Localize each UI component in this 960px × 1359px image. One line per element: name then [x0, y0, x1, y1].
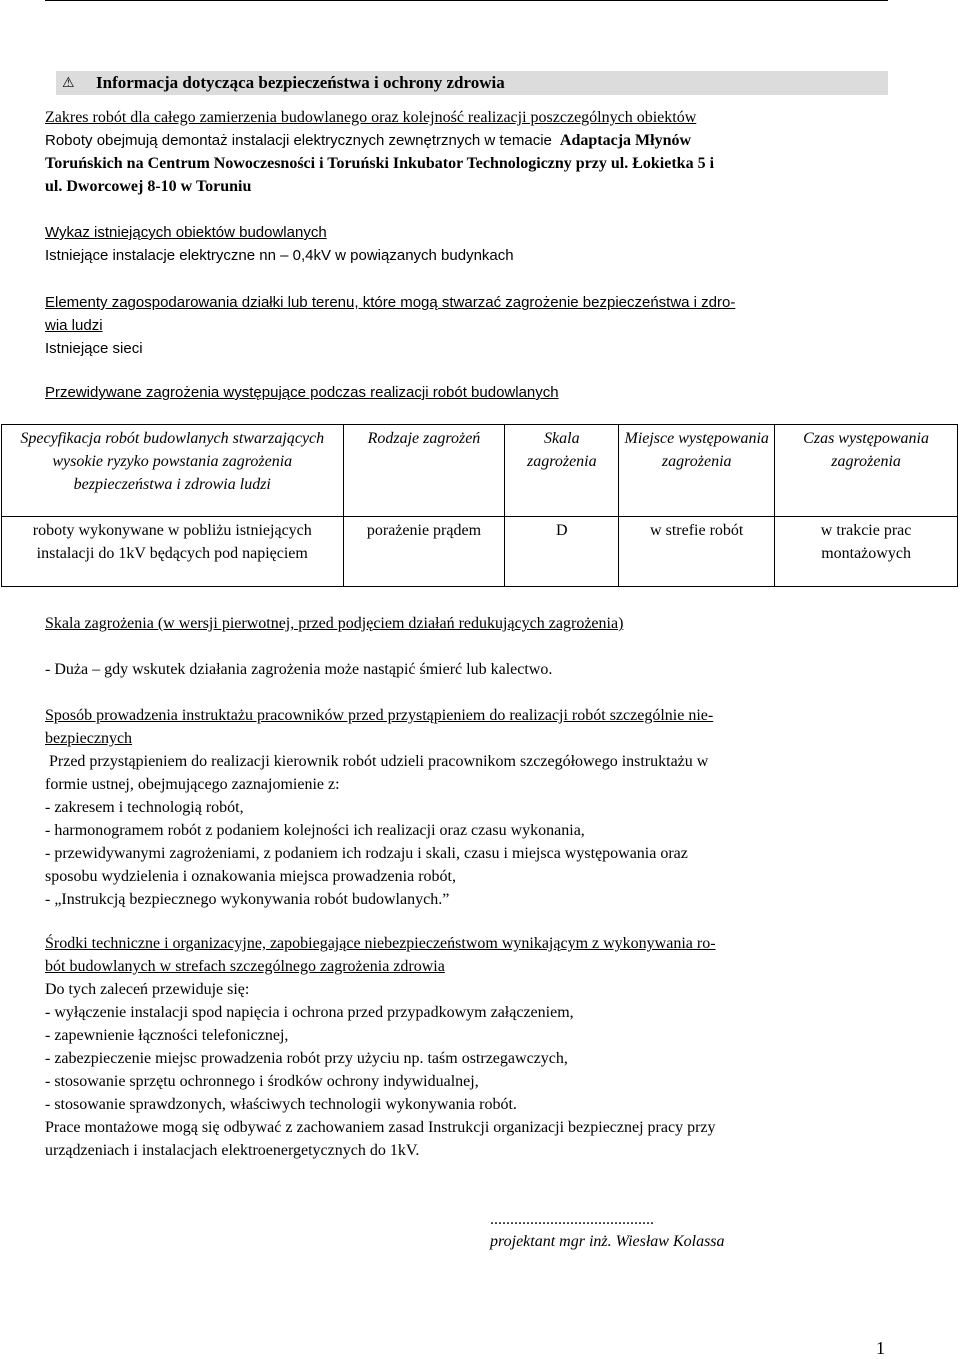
top-rule: [45, 0, 888, 1]
header-cell: Skala zagrożenia: [505, 425, 619, 517]
training-heading-1: Sposób prowadzenia instruktażu pracowników przed przystąpieniem do realizacji robót szczególnie nie-: [45, 707, 714, 724]
table-cell: D: [505, 517, 619, 587]
measures-line: - stosowanie sprzętu ochronnego i środków ochrony indywidualnej,: [45, 1073, 479, 1090]
hazards-heading: Przewidywane zagrożenia występujące podczas realizacji robót budowlanych: [45, 384, 559, 401]
scope-line-1-bold: Adaptacja Młynów: [559, 132, 692, 149]
training-line: - przewidywanymi zagrożeniami, z podaniem ich rodzaju i skali, czasu i miejsca występowania oraz: [45, 845, 688, 862]
header-cell: Specyfikacja robót budowlanych stwarzających wysokie ryzyko powstania zagrożenia bezpieczeństwa i zdrowia ludzi: [2, 425, 344, 517]
signature-dots: .........................................: [490, 1211, 654, 1228]
header-cell: Czas występowania zagrożenia: [775, 425, 958, 517]
measures-line: - stosowanie sprawdzonych, właściwych technologii wykonywania robót.: [45, 1096, 517, 1113]
measures-line: Do tych zaleceń przewiduje się:: [45, 981, 250, 998]
hazards-table: [1, 424, 958, 587]
header-cell: Miejsce występowania zagrożenia: [619, 425, 775, 517]
training-line: Przed przystąpieniem do realizacji kierownik robót udzieli pracownikom szczegółowego instruktażu w: [45, 753, 709, 770]
table-cell: porażenie prądem: [343, 517, 505, 587]
header-cell: Rodzaje zagrożeń: [343, 425, 505, 517]
elements-text: Istniejące sieci: [45, 340, 143, 357]
table-cell: w strefie robót: [619, 517, 775, 587]
scale-heading: Skala zagrożenia (w wersji pierwotnej, przed podjęciem działań redukujących zagrożenia): [45, 615, 624, 632]
measures-heading-2: bót budowlanych w strefach szczególnego zagrożenia zdrowia: [45, 958, 445, 975]
elements-heading-1: Elementy zagospodarowania działki lub terenu, które mogą stwarzać zagrożenie bezpieczeństwa i zdro-: [45, 294, 736, 311]
existing-text: Istniejące instalacje elektryczne nn – 0,4kV w powiązanych budynkach: [45, 247, 514, 264]
scope-line-1-text: Roboty obejmują demontaż instalacji elektrycznych zewnętrznych w temacie: [45, 132, 552, 149]
table-row: [2, 517, 958, 587]
scope-line-2: Toruńskich na Centrum Nowoczesności i Toruński Inkubator Technologiczny przy ul. Łokietka 5 i: [45, 155, 715, 172]
signature-name: projektant mgr inż. Wiesław Kolassa: [490, 1233, 725, 1250]
training-line: formie ustnej, obejmującego zaznajomienie z:: [45, 776, 340, 793]
section-title: Informacja dotycząca bezpieczeństwa i ochrony zdrowia: [96, 73, 505, 92]
table-cell: roboty wykonywane w pobliżu istniejących instalacji do 1kV będących pod napięciem: [2, 517, 344, 587]
table-header-row: [2, 425, 958, 517]
measures-line: - wyłączenie instalacji spod napięcia i ochrona przed przypadkowym załączeniem,: [45, 1004, 574, 1021]
section-header: [56, 71, 888, 95]
training-line: sposobu wydzielenia i oznakowania miejsca prowadzenia robót,: [45, 868, 456, 885]
measures-heading-1: Środki techniczne i organizacyjne, zapobiegające niebezpieczeństwom wynikającym z wykonywania ro-: [45, 935, 716, 952]
training-line: - zakresem i technologią robót,: [45, 799, 244, 816]
scope-line-1: [45, 129, 885, 152]
scope-line-3: ul. Dworcowej 8-10 w Toruniu: [45, 178, 252, 195]
measures-line: urządzeniach i instalacjach elektroenergetycznych do 1kV.: [45, 1142, 420, 1159]
page-number: 1: [876, 1338, 885, 1358]
scale-text: - Duża – gdy wskutek działania zagrożenia może nastąpić śmierć lub kalectwo.: [45, 661, 553, 678]
measures-line: - zabezpieczenie miejsc prowadzenia robót przy użyciu np. taśm ostrzegawczych,: [45, 1050, 568, 1067]
measures-line: Prace montażowe mogą się odbywać z zachowaniem zasad Instrukcji organizacji bezpiecznej pracy przy: [45, 1119, 716, 1136]
training-heading-2: bezpiecznych: [45, 730, 133, 747]
measures-line: - zapewnienie łączności telefonicznej,: [45, 1027, 289, 1044]
scope-heading: Zakres robót dla całego zamierzenia budowlanego oraz kolejność realizacji poszczególnych obiektów: [45, 109, 697, 126]
training-line: - „Instrukcją bezpiecznego wykonywania robót budowlanych.”: [45, 891, 450, 908]
elements-heading-2: wia ludzi: [45, 317, 103, 334]
existing-heading: Wykaz istniejących obiektów budowlanych: [45, 224, 327, 241]
warning-triangle-icon: ⚠: [62, 75, 75, 91]
training-line: - harmonogramem robót z podaniem kolejności ich realizacji oraz czasu wykonania,: [45, 822, 585, 839]
table-cell: w trakcie prac montażowych: [775, 517, 958, 587]
